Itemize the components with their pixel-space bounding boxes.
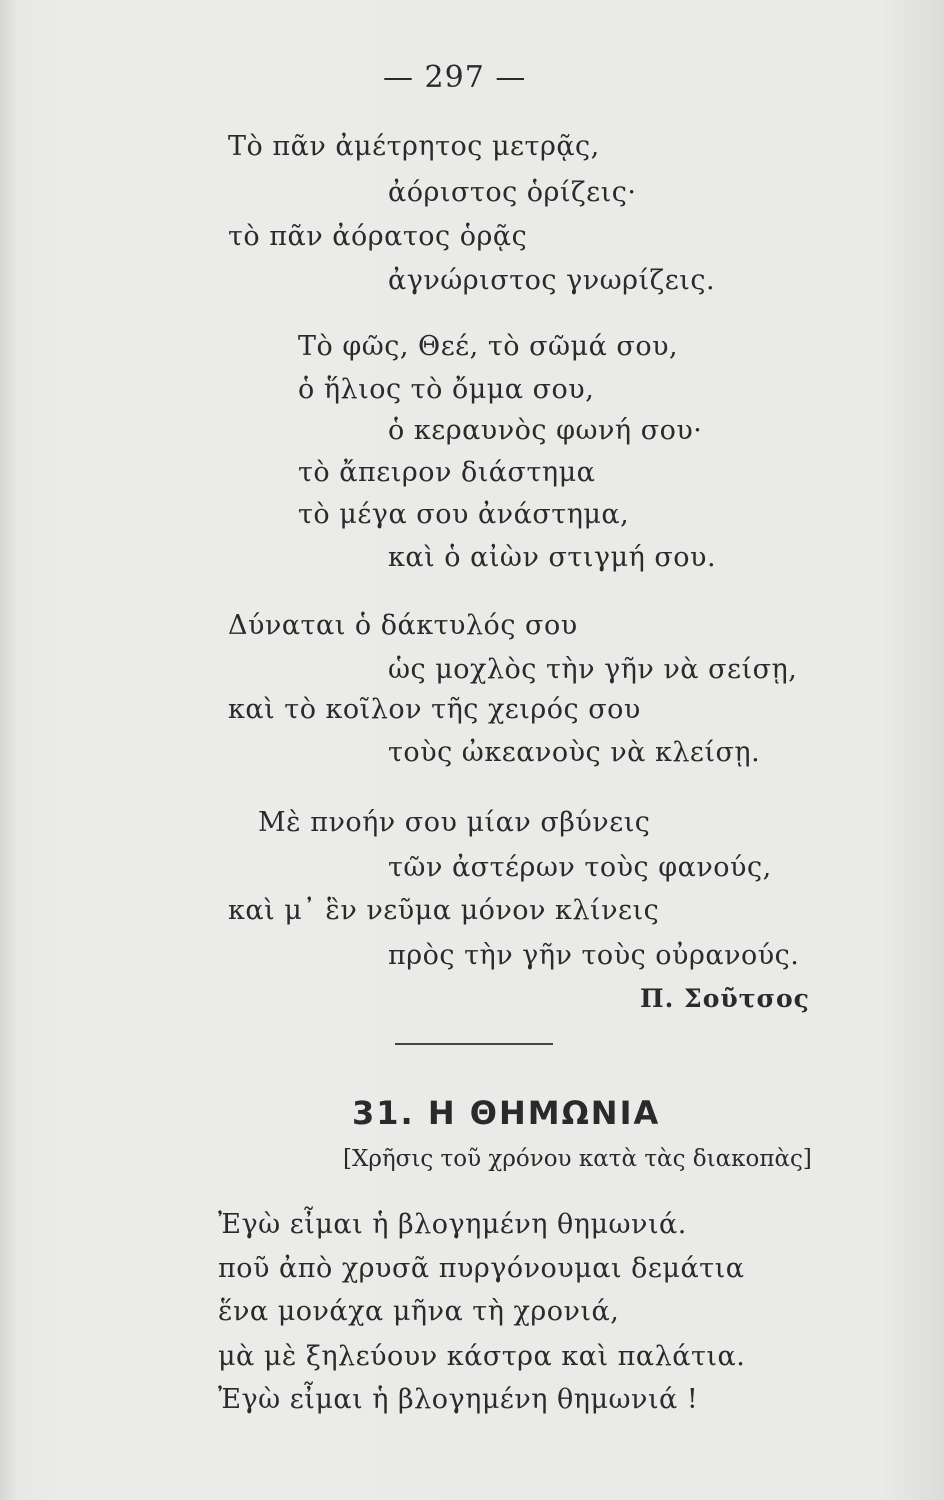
poem-line: ὁ ἥλιος τὸ ὄμμα σου, xyxy=(298,374,595,405)
poem-line: καὶ τὸ κοῖλον τῆς χειρός σου xyxy=(228,694,641,725)
poem-line: ὁ κεραυνὸς φωνή σου· xyxy=(388,415,703,446)
poem-line: τὸ πᾶν ἀόρατος ὁρᾷς xyxy=(228,221,528,252)
verse-line: ἕνα μονάχα μῆνα τὴ χρονιά, xyxy=(218,1296,620,1327)
verse-line: μὰ μὲ ξηλεύουν κάστρα καὶ παλάτια. xyxy=(218,1341,746,1372)
section-divider xyxy=(395,1043,553,1045)
poem-author: Π. Σοῦτσος xyxy=(640,984,810,1013)
section-subtitle: [Χρῆσις τοῦ χρόνου κατὰ τὰς διακοπὰς] xyxy=(343,1146,812,1172)
poem-line: καὶ ὁ αἰὼν στιγμή σου. xyxy=(388,542,717,573)
poem-line: Μὲ πνοήν σου μίαν σβύνεις xyxy=(258,807,651,838)
poem-line: τῶν ἀστέρων τοὺς φανούς, xyxy=(388,852,772,883)
verse-line: ποῦ ἀπὸ χρυσᾶ πυργόνουμαι δεμάτια xyxy=(218,1253,745,1284)
section-title: 31. Η ΘΗΜΩΝΙΑ xyxy=(352,1094,661,1132)
poem-line: Τὸ φῶς, Θεέ, τὸ σῶμά σου, xyxy=(298,331,679,362)
poem-line: τοὺς ὠκεανοὺς νὰ κλείσῃ. xyxy=(388,737,761,768)
poem-line: ὡς μοχλὸς τὴν γῆν νὰ σείσῃ, xyxy=(388,654,798,685)
poem-line: πρὸς τὴν γῆν τοὺς οὐρανούς. xyxy=(388,940,800,971)
verse-line: Ἐγὼ εἶμαι ἡ βλογημένη θημωνιά ! xyxy=(218,1384,699,1415)
poem-line: Δύναται ὁ δάκτυλός σου xyxy=(228,610,578,641)
poem-line: καὶ μ᾽ ἓν νεῦμα μόνον κλίνεις xyxy=(228,895,660,926)
page-number: — 297 — xyxy=(383,60,527,95)
poem-line: Τὸ πᾶν ἀμέτρητος μετρᾷς, xyxy=(228,131,600,162)
poem-line: ἀγνώριστος γνωρίζεις. xyxy=(388,265,716,296)
poem-line: ἀόριστος ὁρίζεις· xyxy=(388,177,637,208)
poem-line: τὸ μέγα σου ἀνάστημα, xyxy=(298,499,630,530)
verse-line: Ἐγὼ εἶμαι ἡ βλογημένη θημωνιά. xyxy=(218,1209,687,1240)
poem-line: τὸ ἄπειρον διάστημα xyxy=(298,457,596,488)
